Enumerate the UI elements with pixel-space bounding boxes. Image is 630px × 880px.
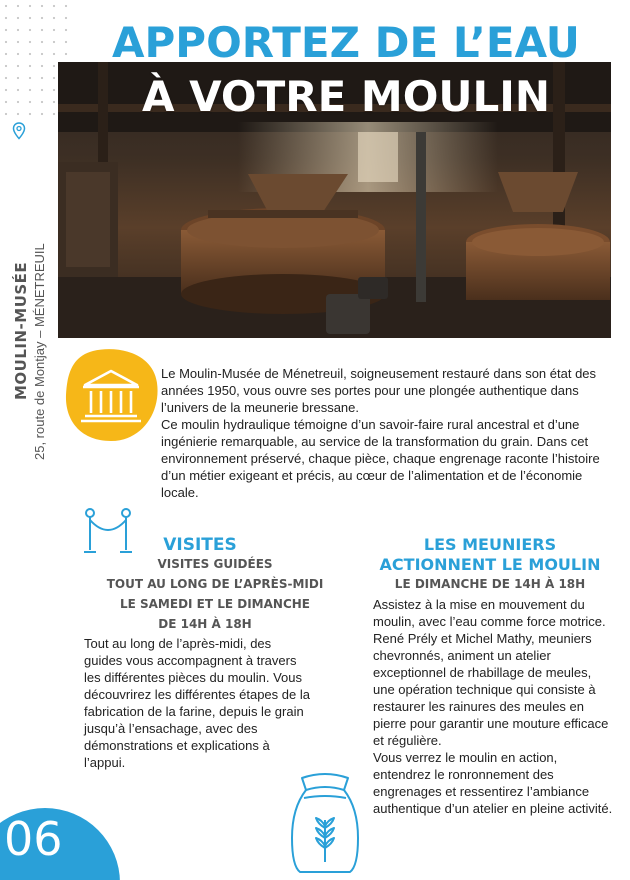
visites-sub-3: LE SAMEDI ET LE DIMANCHE: [119, 597, 311, 611]
intro-text: [161, 365, 601, 501]
visites-sub-2: TOUT AU LONG DE L’APRÈS-MIDI: [106, 577, 324, 591]
side-museum-name: MOULIN-MUSÉE: [12, 261, 30, 400]
vertical-address-block: [10, 120, 50, 460]
visites-sub-1: VISITES GUIDÉES: [157, 557, 273, 571]
page-title-line1: APPORTEZ DE L’EAU: [112, 18, 580, 67]
meuniers-body-paragraph-2: Vous verrez le moulin en action, entendrez le ronronnement des engrenages et ressentirez l’ambiance authentique d’un atelier en pleine activité.: [373, 750, 613, 816]
rope-barrier-icon: [82, 506, 134, 556]
side-address: 25, route de Montjay – MÉNETREUIL: [32, 243, 47, 460]
visites-heading: VISITES: [163, 535, 237, 555]
meuniers-heading: [362, 535, 618, 575]
visites-body: Tout au long de l’après-midi, des guides vous accompagnent à travers les différentes pièces du moulin. Vous découvrirez les différentes étapes de la fabrication de la farine, depuis le grain jusqu’à l’ensachage, avec des démonstrations et explications à l’appui.: [84, 636, 310, 770]
meuniers-body-paragraph-1: Assistez à la mise en mouvement du moulin, avec l’eau comme force motrice. René Prély et Michel Mathy, meuniers chevronnés, animent un atelier exceptionnel de rhabillage de meules, une opération technique qui consiste à restaurer les rainures des meules en pierre pour garantir une mouture efficace et régulière.: [373, 597, 609, 748]
flour-sack-icon: [282, 768, 368, 876]
meuniers-heading-line2: ACTIONNENT LE MOULIN: [379, 555, 601, 574]
meuniers-sub: LE DIMANCHE DE 14H À 18H: [394, 577, 586, 591]
intro-paragraph-2: Ce moulin hydraulique témoigne d’un savoir-faire rural ancestral et d’une ingénierie remarquable, au service de la transformation du grain. Dans cet environnement préservé, chaque pièce, chaque engrenage raconte l’histoire d’un métier exigeant et précis, au cœur de l’alimentation et de l’économie locale.: [161, 417, 600, 500]
intro-paragraph-1: Le Moulin-Musée de Ménetreuil, soigneusement restauré dans son état des années 1950, vous ouvre ses portes pour une plongée authentique dans l’univers de la meunerie bressane.: [161, 366, 597, 415]
page-title-line2: À VOTRE MOULIN: [142, 72, 551, 121]
visites-sub-4: DE 14H À 18H: [158, 617, 252, 631]
meuniers-body: [373, 596, 615, 817]
museum-icon: [63, 347, 159, 443]
meuniers-heading-line1: LES MEUNIERS: [423, 535, 557, 554]
page-number: 06: [4, 812, 63, 866]
location-pin-icon: [12, 122, 26, 140]
